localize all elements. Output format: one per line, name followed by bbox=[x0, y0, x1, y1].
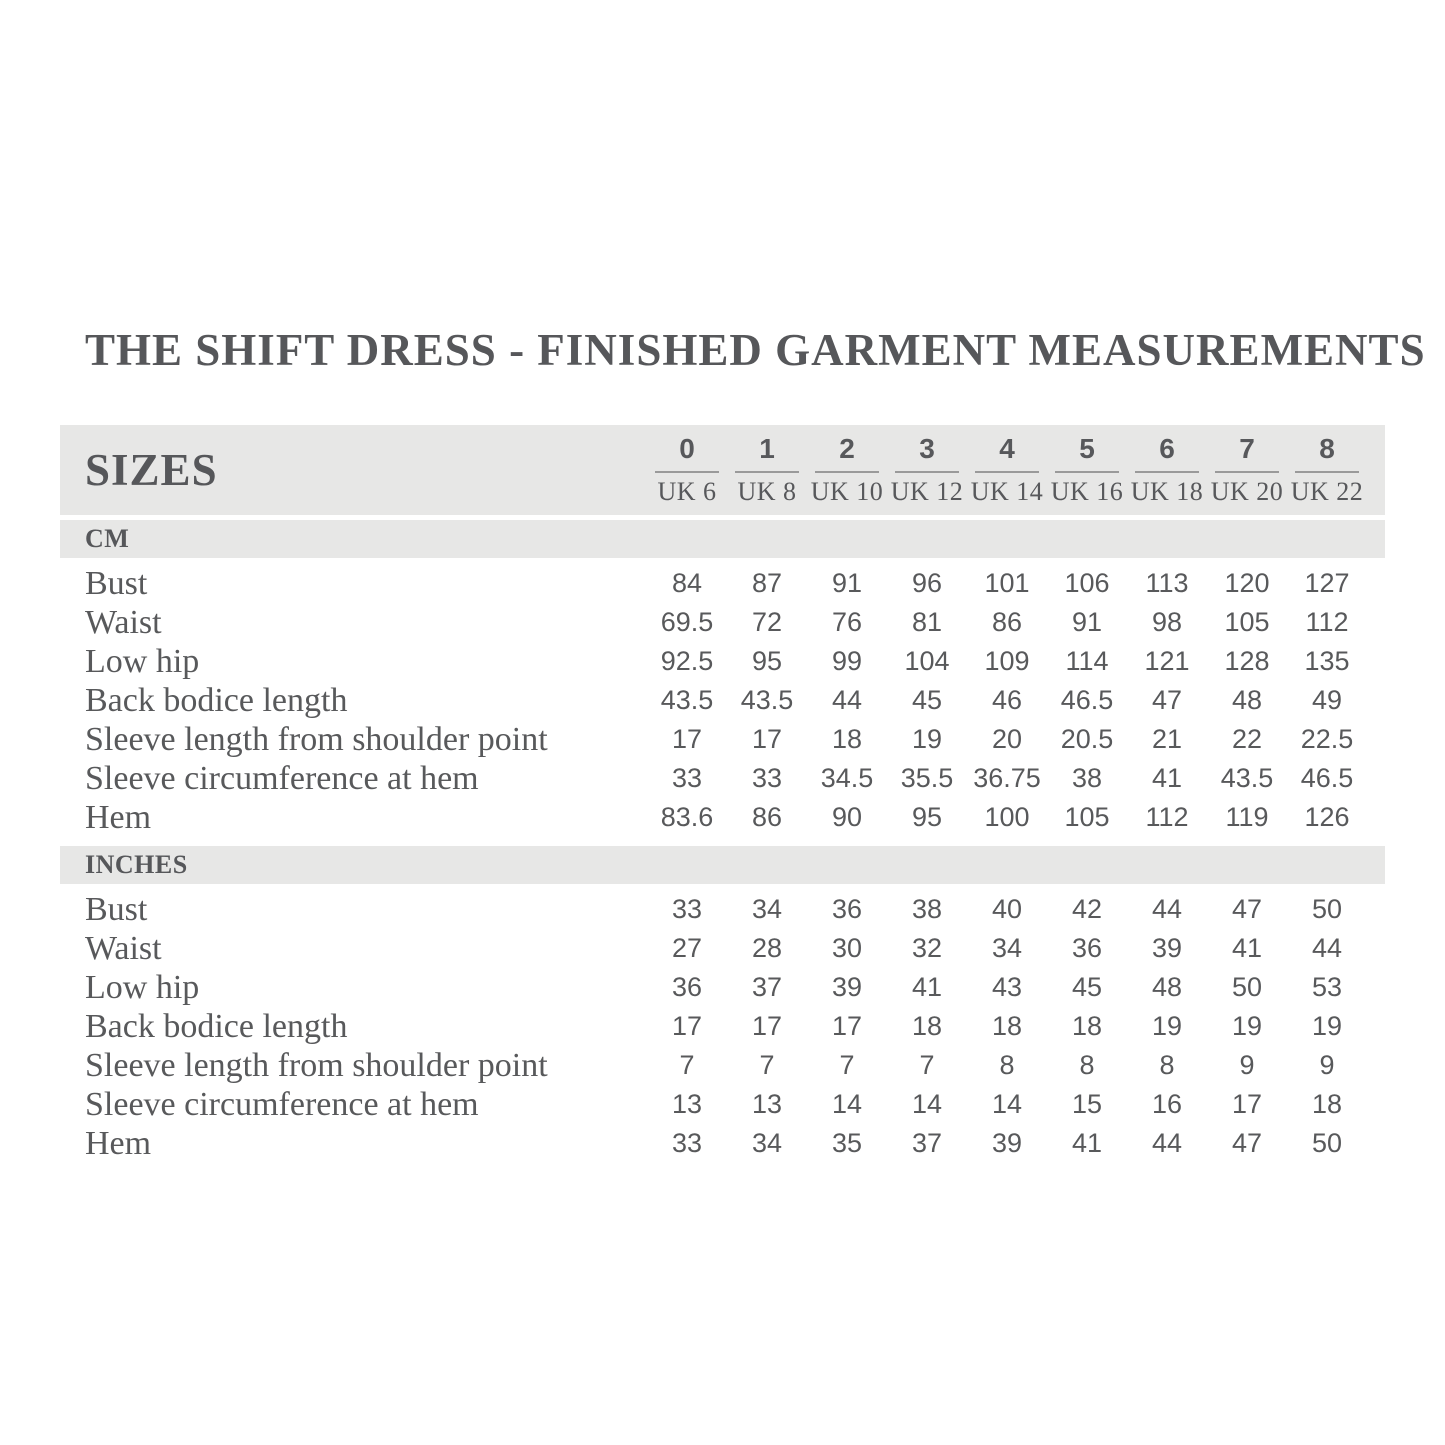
measurement-value: 22 bbox=[1231, 724, 1263, 754]
measurement-value: 28 bbox=[751, 933, 783, 963]
measurement-value: 18 bbox=[911, 1011, 943, 1041]
sizes-header-label: SIZES bbox=[85, 445, 218, 495]
measurement-value: 27 bbox=[671, 933, 703, 963]
measurement-value: 21 bbox=[1151, 724, 1183, 754]
measurement-value: 13 bbox=[751, 1089, 783, 1119]
measurement-value: 37 bbox=[911, 1128, 943, 1158]
table-row bbox=[60, 1046, 1385, 1085]
measurement-value: 42 bbox=[1071, 894, 1103, 924]
measurement-value: 7 bbox=[839, 1050, 855, 1080]
measurement-value: 33 bbox=[671, 1128, 703, 1158]
measurement-value: 16 bbox=[1151, 1089, 1183, 1119]
measurement-value: 14 bbox=[831, 1089, 863, 1119]
size-column bbox=[1287, 435, 1367, 505]
measurement-value: 45 bbox=[911, 685, 943, 715]
cm-section bbox=[60, 520, 1385, 837]
size-column bbox=[1207, 435, 1287, 505]
measurement-value: 30 bbox=[831, 933, 863, 963]
row-label: Back bodice length bbox=[85, 681, 348, 719]
measurement-value: 36.75 bbox=[973, 763, 1041, 793]
size-uk-label: UK 12 bbox=[890, 477, 964, 506]
measurement-value: 7 bbox=[759, 1050, 775, 1080]
measurement-value: 69.5 bbox=[660, 607, 714, 637]
measurement-value: 98 bbox=[1151, 607, 1183, 637]
measurement-value: 127 bbox=[1304, 568, 1350, 598]
table-row bbox=[60, 603, 1385, 642]
measurement-value: 48 bbox=[1151, 972, 1183, 1002]
size-uk-label: UK 6 bbox=[657, 477, 717, 506]
measurement-value: 41 bbox=[1231, 933, 1263, 963]
measurement-value: 40 bbox=[991, 894, 1023, 924]
measurement-value: 105 bbox=[1224, 607, 1270, 637]
measurement-value: 47 bbox=[1151, 685, 1183, 715]
measurement-value: 47 bbox=[1231, 894, 1263, 924]
measurement-value: 19 bbox=[1151, 1011, 1183, 1041]
size-uk-label: UK 18 bbox=[1130, 477, 1204, 506]
measurement-value: 41 bbox=[1071, 1128, 1103, 1158]
row-label: Sleeve circumference at hem bbox=[85, 759, 479, 797]
size-column bbox=[647, 435, 727, 505]
table-row bbox=[60, 798, 1385, 837]
size-divider-line bbox=[1215, 471, 1279, 473]
table-row bbox=[60, 642, 1385, 681]
size-divider-line bbox=[895, 471, 959, 473]
row-label: Hem bbox=[85, 798, 152, 836]
measurement-value: 36 bbox=[1071, 933, 1103, 963]
measurement-value: 96 bbox=[911, 568, 943, 598]
size-divider-line bbox=[975, 471, 1039, 473]
cm-section-rows bbox=[60, 558, 1385, 837]
measurement-value: 22.5 bbox=[1300, 724, 1354, 754]
measurement-value: 109 bbox=[984, 646, 1030, 676]
measurement-value: 46.5 bbox=[1300, 763, 1354, 793]
size-chart-table bbox=[60, 425, 1385, 1163]
row-label: Low hip bbox=[85, 642, 200, 680]
inches-section-rows bbox=[60, 884, 1385, 1163]
measurement-value: 48 bbox=[1231, 685, 1263, 715]
row-label: Bust bbox=[85, 890, 148, 928]
measurement-value: 9 bbox=[1319, 1050, 1335, 1080]
measurement-value: 17 bbox=[671, 1011, 703, 1041]
size-column bbox=[1127, 435, 1207, 505]
measurement-value: 39 bbox=[1151, 933, 1183, 963]
measurement-value: 37 bbox=[751, 972, 783, 1002]
measurement-value: 15 bbox=[1071, 1089, 1103, 1119]
measurement-value: 34 bbox=[751, 894, 783, 924]
table-row bbox=[60, 1085, 1385, 1124]
table-row bbox=[60, 1124, 1385, 1163]
size-column bbox=[807, 435, 887, 505]
measurement-value: 114 bbox=[1065, 646, 1109, 676]
measurement-value: 34 bbox=[751, 1128, 783, 1158]
measurement-value: 33 bbox=[671, 763, 703, 793]
measurement-value: 7 bbox=[919, 1050, 935, 1080]
measurement-value: 92.5 bbox=[660, 646, 714, 676]
measurement-value: 35 bbox=[831, 1128, 863, 1158]
size-divider-line bbox=[1135, 471, 1199, 473]
row-label: Waist bbox=[85, 603, 162, 641]
measurement-value: 14 bbox=[991, 1089, 1023, 1119]
measurement-value: 43.5 bbox=[740, 685, 794, 715]
table-row bbox=[60, 681, 1385, 720]
measurement-value: 76 bbox=[831, 607, 863, 637]
size-number: 8 bbox=[1319, 433, 1335, 464]
measurement-value: 126 bbox=[1304, 802, 1350, 832]
measurement-value: 18 bbox=[1311, 1089, 1343, 1119]
measurement-value: 19 bbox=[1311, 1011, 1343, 1041]
measurement-value: 95 bbox=[911, 802, 943, 832]
size-uk-label: UK 10 bbox=[810, 477, 884, 506]
measurement-value: 17 bbox=[831, 1011, 863, 1041]
inches-section bbox=[60, 846, 1385, 1163]
measurement-value: 44 bbox=[1151, 894, 1183, 924]
measurement-value: 17 bbox=[751, 724, 783, 754]
measurement-value: 33 bbox=[671, 894, 703, 924]
measurement-value: 33 bbox=[751, 763, 783, 793]
measurement-value: 17 bbox=[1231, 1089, 1263, 1119]
size-column bbox=[727, 435, 807, 505]
measurement-value: 7 bbox=[679, 1050, 695, 1080]
size-number: 4 bbox=[999, 433, 1015, 464]
measurement-value: 36 bbox=[671, 972, 703, 1002]
measurement-value: 17 bbox=[751, 1011, 783, 1041]
measurement-value: 35.5 bbox=[900, 763, 954, 793]
measurement-value: 99 bbox=[831, 646, 863, 676]
measurement-value: 50 bbox=[1311, 1128, 1343, 1158]
size-number: 5 bbox=[1079, 433, 1095, 464]
size-divider-line bbox=[1055, 471, 1119, 473]
row-label: Low hip bbox=[85, 968, 200, 1006]
measurement-value: 112 bbox=[1145, 802, 1189, 832]
measurement-value: 91 bbox=[831, 568, 863, 598]
size-uk-label: UK 8 bbox=[737, 477, 797, 506]
measurement-value: 104 bbox=[904, 646, 950, 676]
measurement-value: 135 bbox=[1304, 646, 1350, 676]
measurement-value: 39 bbox=[831, 972, 863, 1002]
measurement-value: 9 bbox=[1239, 1050, 1255, 1080]
measurement-value: 18 bbox=[991, 1011, 1023, 1041]
size-number: 7 bbox=[1239, 433, 1255, 464]
measurement-value: 39 bbox=[991, 1128, 1023, 1158]
size-column bbox=[1047, 435, 1127, 505]
measurement-value: 81 bbox=[911, 607, 943, 637]
table-row bbox=[60, 890, 1385, 929]
measurement-value: 49 bbox=[1311, 685, 1343, 715]
size-divider-line bbox=[1295, 471, 1359, 473]
row-label: Back bodice length bbox=[85, 1007, 348, 1045]
row-label: Sleeve length from shoulder point bbox=[85, 720, 548, 758]
table-row bbox=[60, 720, 1385, 759]
measurement-value: 120 bbox=[1224, 568, 1270, 598]
measurement-value: 44 bbox=[1311, 933, 1343, 963]
row-label: Sleeve circumference at hem bbox=[85, 1085, 479, 1123]
measurement-value: 113 bbox=[1145, 568, 1189, 598]
measurement-value: 121 bbox=[1144, 646, 1190, 676]
cm-section-header: CM bbox=[60, 520, 1385, 558]
measurement-value: 17 bbox=[671, 724, 703, 754]
measurement-value: 43.5 bbox=[1220, 763, 1274, 793]
size-uk-label: UK 22 bbox=[1290, 477, 1364, 506]
size-uk-label: UK 14 bbox=[970, 477, 1044, 506]
measurement-value: 106 bbox=[1064, 568, 1110, 598]
measurement-value: 47 bbox=[1231, 1128, 1263, 1158]
size-number: 3 bbox=[919, 433, 935, 464]
measurement-value: 50 bbox=[1311, 894, 1343, 924]
inches-section-header: INCHES bbox=[60, 846, 1385, 884]
row-label: Waist bbox=[85, 929, 162, 967]
measurement-value: 119 bbox=[1225, 802, 1269, 832]
measurement-value: 41 bbox=[1151, 763, 1183, 793]
measurement-value: 87 bbox=[751, 568, 783, 598]
sizes-header-row bbox=[60, 425, 1385, 515]
table-row bbox=[60, 759, 1385, 798]
table-row bbox=[60, 564, 1385, 603]
measurement-value: 14 bbox=[911, 1089, 943, 1119]
measurement-value: 46.5 bbox=[1060, 685, 1114, 715]
measurement-value: 19 bbox=[1231, 1011, 1263, 1041]
measurement-value: 86 bbox=[751, 802, 783, 832]
measurement-value: 45 bbox=[1071, 972, 1103, 1002]
measurement-value: 41 bbox=[911, 972, 943, 1002]
measurement-value: 95 bbox=[751, 646, 783, 676]
size-column bbox=[967, 435, 1047, 505]
measurement-value: 20 bbox=[991, 724, 1023, 754]
size-divider-line bbox=[655, 471, 719, 473]
measurement-value: 18 bbox=[1071, 1011, 1103, 1041]
size-number: 2 bbox=[839, 433, 855, 464]
measurement-value: 53 bbox=[1311, 972, 1343, 1002]
size-divider-line bbox=[735, 471, 799, 473]
measurement-value: 34 bbox=[991, 933, 1023, 963]
size-uk-label: UK 20 bbox=[1210, 477, 1284, 506]
measurement-value: 91 bbox=[1071, 607, 1103, 637]
row-label: Sleeve length from shoulder point bbox=[85, 1046, 548, 1084]
measurement-value: 8 bbox=[1079, 1050, 1095, 1080]
size-divider-line bbox=[815, 471, 879, 473]
measurement-value: 105 bbox=[1064, 802, 1110, 832]
measurement-value: 90 bbox=[831, 802, 863, 832]
measurement-value: 19 bbox=[911, 724, 943, 754]
row-label: Bust bbox=[85, 564, 148, 602]
measurement-value: 34.5 bbox=[820, 763, 874, 793]
size-uk-label: UK 16 bbox=[1050, 477, 1124, 506]
measurement-value: 72 bbox=[751, 607, 783, 637]
size-column bbox=[887, 435, 967, 505]
measurement-value: 44 bbox=[831, 685, 863, 715]
measurement-value: 18 bbox=[831, 724, 863, 754]
size-number: 0 bbox=[679, 433, 695, 464]
measurement-value: 100 bbox=[984, 802, 1030, 832]
row-label: Hem bbox=[85, 1124, 152, 1162]
table-row bbox=[60, 968, 1385, 1007]
measurement-value: 43 bbox=[991, 972, 1023, 1002]
measurement-value: 50 bbox=[1231, 972, 1263, 1002]
measurement-value: 83.6 bbox=[660, 802, 714, 832]
measurement-value: 44 bbox=[1151, 1128, 1183, 1158]
measurement-value: 8 bbox=[1159, 1050, 1175, 1080]
measurement-value: 36 bbox=[831, 894, 863, 924]
measurement-value: 38 bbox=[911, 894, 943, 924]
measurement-value: 20.5 bbox=[1060, 724, 1114, 754]
measurement-value: 84 bbox=[671, 568, 703, 598]
measurement-value: 13 bbox=[671, 1089, 703, 1119]
measurement-value: 112 bbox=[1305, 607, 1349, 637]
size-number: 1 bbox=[759, 433, 775, 464]
table-row bbox=[60, 1007, 1385, 1046]
measurement-value: 43.5 bbox=[660, 685, 714, 715]
measurement-value: 46 bbox=[991, 685, 1023, 715]
measurement-value: 38 bbox=[1071, 763, 1103, 793]
size-number: 6 bbox=[1159, 433, 1175, 464]
measurement-value: 101 bbox=[984, 568, 1030, 598]
table-row bbox=[60, 929, 1385, 968]
page-title: THE SHIFT DRESS - FINISHED GARMENT MEASUREMENTS bbox=[85, 325, 1426, 375]
measurement-value: 128 bbox=[1224, 646, 1270, 676]
measurement-value: 8 bbox=[999, 1050, 1015, 1080]
measurement-value: 86 bbox=[991, 607, 1023, 637]
measurement-value: 32 bbox=[911, 933, 943, 963]
